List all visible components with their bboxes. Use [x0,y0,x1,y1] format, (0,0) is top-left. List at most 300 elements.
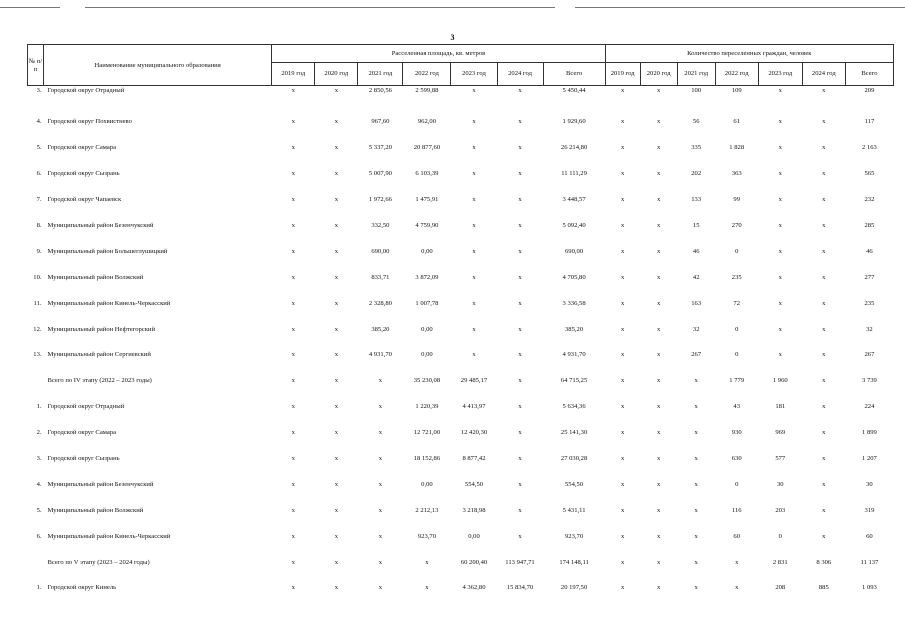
people-cell: x [694,584,698,592]
area-cell: 4 931,70 [368,351,392,359]
area-cell: 4 705,80 [562,273,586,281]
people-cell: 235 [864,299,875,307]
people-cell: x [778,273,782,281]
people-cell: 46 [692,247,700,255]
area-cell: x [334,558,338,566]
header-people: Количество переселенных граждан, человек [605,45,893,63]
people-cell: 56 [692,118,700,126]
people-cell: 11 137 [860,558,879,566]
area-cell: x [291,532,295,540]
table-row [28,109,894,135]
area-year-header: 2021 год [358,63,403,86]
municipality-name: Муниципальный район Безенчукский [47,222,154,229]
people-cell: x [822,429,826,437]
people-cell: x [657,87,661,94]
people-cell: x [822,118,826,126]
people-cell: x [822,144,826,152]
people-cell: x [657,196,661,204]
people-cell: 1 828 [729,144,745,152]
table-row [28,394,894,420]
row-number [28,368,44,394]
area-cell: 690,00 [371,247,390,255]
people-cell: x [657,118,661,126]
area-cell: x [518,222,522,229]
area-cell: x [334,118,338,126]
table-row [28,368,894,394]
area-cell: x [291,480,295,488]
people-cell: x [778,144,782,152]
people-cell: x [822,351,826,359]
municipality-name: Городской округ Самара [47,429,117,437]
municipality-name: Городской округ Сызрань [47,455,120,463]
people-cell: 116 [731,506,742,514]
row-number: 3. [36,87,42,94]
area-cell: 967,60 [371,118,390,126]
area-cell: 3 872,09 [415,273,439,281]
area-cell: 20 197,50 [560,584,588,592]
people-cell: x [822,222,826,229]
area-cell: 3 448,57 [562,196,586,204]
people-cell: 99 [733,196,741,204]
area-cell: 0,00 [421,351,433,359]
area-cell: x [291,196,295,204]
area-cell: x [378,532,383,540]
people-cell: 267 [864,351,875,359]
area-cell: 8 877,42 [462,455,486,463]
area-cell: x [518,144,522,152]
area-cell: 1 220,39 [415,403,439,411]
people-cell: 224 [864,403,875,411]
people-cell: 61 [733,118,741,126]
area-cell: x [334,273,338,281]
area-cell: 690,00 [565,247,584,255]
people-cell: 285 [864,222,875,229]
people-year-header: 2024 год [802,63,845,86]
people-cell: x [620,196,625,204]
row-number: 4. [36,480,42,488]
row-number: 12. [33,325,42,333]
row-number: 11. [33,299,42,307]
people-cell: x [620,403,625,411]
people-cell: x [620,351,625,359]
area-cell: 12 721,00 [413,429,441,437]
area-cell: x [472,222,476,229]
row-number: 10. [33,273,42,281]
area-cell: 554,50 [464,480,484,488]
area-cell: x [334,506,338,514]
row-number: 5. [36,144,42,152]
area-cell: x [291,222,295,229]
people-cell: 32 [692,325,700,333]
people-cell: x [657,480,661,488]
area-cell: 174 148,11 [559,558,589,566]
area-cell: x [518,429,522,437]
people-cell: 0 [735,351,739,359]
table-row [28,264,894,290]
people-cell: 163 [691,299,702,307]
area-cell: x [334,247,338,255]
area-cell: 0,00 [421,480,433,488]
municipality-name: Муниципальный район Кинель-Черкасский [47,299,171,307]
people-cell: 60 [733,532,741,540]
table-row [28,549,894,575]
people-cell: x [620,247,625,255]
area-cell: x [291,144,295,152]
people-cell: 46 [866,247,873,255]
row-number: 5. [36,506,42,514]
municipality-name: Муниципальный район Большеглушицкий [47,247,168,255]
area-cell: x [472,325,476,333]
people-cell: x [735,584,739,592]
municipality-name: Всего по V этапу (2023 – 2024 годы) [47,558,150,566]
area-cell: x [334,377,338,385]
area-cell: 4 413,97 [462,403,486,411]
area-cell: 5 092,40 [562,222,586,229]
area-cell: x [291,455,295,463]
area-cell: x [291,429,295,437]
area-cell: 35 230,08 [413,377,441,385]
area-cell: 5 634,36 [562,403,586,411]
area-cell: x [334,170,338,178]
table-row [28,420,894,446]
table-row [28,471,894,497]
area-year-header: 2020 год [315,63,358,86]
area-cell: 60 200,40 [460,558,488,566]
header-num: № п/п [28,45,44,86]
people-cell: 565 [864,170,875,178]
area-cell: 25 141,30 [560,429,588,437]
people-cell: 2 163 [862,144,877,152]
people-cell: 0 [778,532,782,540]
area-cell: 64 715,25 [560,377,588,385]
people-cell: x [822,299,826,307]
people-cell: x [778,118,782,126]
area-cell: 4 759,90 [415,222,439,229]
scan-top-line-left [0,7,60,8]
people-cell: 319 [864,506,875,514]
scan-top-line-mid [85,7,555,8]
area-cell: x [378,377,383,385]
row-number: 9. [36,247,42,255]
people-cell: 1 093 [862,584,877,592]
people-cell: x [822,247,826,255]
people-cell: x [620,87,625,94]
table-row [28,238,894,264]
people-year-header: 2019 год [605,63,640,86]
people-cell: 202 [691,170,702,178]
people-cell: x [778,247,782,255]
people-cell: x [735,558,739,566]
people-cell: 203 [775,506,786,514]
area-cell: x [291,299,295,307]
people-cell: x [822,403,826,411]
people-cell: 2 831 [772,558,788,566]
area-cell: x [334,222,338,229]
people-cell: x [657,558,661,566]
area-cell: 923,70 [565,532,584,540]
people-cell: x [657,144,661,152]
municipality-name: Городской округ Кинель [47,584,117,592]
people-cell: x [657,377,661,385]
row-number: 7. [36,196,42,204]
area-cell: x [334,87,338,94]
people-cell: x [778,351,782,359]
area-cell: x [472,118,476,126]
people-cell: 8 306 [816,558,832,566]
area-cell: x [334,584,338,592]
people-cell: 0 [735,247,739,255]
people-cell: x [657,222,661,229]
people-cell: 1 899 [862,429,877,437]
area-cell: 962,00 [417,118,436,126]
people-cell: x [620,480,625,488]
area-cell: x [518,506,522,514]
people-cell: x [822,273,826,281]
area-cell: x [425,584,429,592]
people-cell: x [694,377,698,385]
people-cell: x [620,273,625,281]
people-cell: x [822,87,826,94]
people-year-header: 2023 год [758,63,802,86]
area-cell: x [472,247,476,255]
area-cell: x [291,403,295,411]
area-cell: x [518,377,522,385]
people-cell: 235 [731,273,742,281]
area-cell: x [518,196,522,204]
area-cell: x [518,118,522,126]
people-year-header: 2021 год [677,63,715,86]
area-cell: 27 030,28 [560,455,588,463]
people-cell: x [620,144,625,152]
people-cell: 181 [775,403,786,411]
area-cell: 1 007,78 [415,299,439,307]
area-cell: x [291,558,295,566]
people-cell: x [694,403,698,411]
people-cell: x [657,170,661,178]
people-cell: 32 [866,325,873,333]
resettlement-table [27,44,894,601]
row-number [28,549,44,575]
people-cell: 30 [776,480,784,488]
area-cell: x [518,87,522,94]
area-cell: x [518,273,522,281]
area-cell: x [472,196,476,204]
table-row [28,523,894,549]
area-cell: 923,70 [417,532,436,540]
area-cell: x [334,455,338,463]
people-cell: 72 [733,299,741,307]
people-cell: 885 [818,584,829,592]
area-year-header: 2022 год [403,63,451,86]
people-cell: 209 [864,87,875,94]
area-year-header: 2024 год [497,63,543,86]
people-year-header: 2020 год [640,63,677,86]
area-cell: 385,20 [565,325,584,333]
area-cell: x [378,455,383,463]
people-cell: 133 [691,196,702,204]
area-year-header: Всего [543,63,605,86]
area-cell: x [518,351,522,359]
area-cell: 554,50 [565,480,584,488]
people-cell: 930 [731,429,742,437]
area-cell: x [378,506,383,514]
row-number: 13. [33,351,42,359]
area-cell: 1 929,60 [562,118,586,126]
page-number: 3 [450,33,455,42]
people-cell: x [822,455,826,463]
people-cell: 0 [735,325,739,333]
people-cell: x [822,480,826,488]
people-cell: 15 [692,222,700,229]
municipality-name: Муниципальный район Безенчукский [47,480,154,488]
area-cell: x [472,351,476,359]
people-cell: x [778,196,782,204]
area-cell: 2 328,80 [368,299,392,307]
area-cell: 113 947,71 [505,558,535,566]
area-cell: x [291,87,295,94]
people-cell: x [620,325,625,333]
area-cell: 6 103,39 [415,170,439,178]
people-cell: 117 [864,118,875,126]
people-cell: x [620,455,625,463]
area-cell: 0,00 [421,325,433,333]
header-area: Расселенная площадь, кв. метров [272,45,605,63]
people-cell: x [822,325,826,333]
area-cell: x [518,403,522,411]
area-cell: x [291,273,295,281]
area-cell: 1 972,66 [368,196,392,204]
people-cell: x [620,377,625,385]
area-cell: x [291,325,295,333]
people-cell: x [694,558,698,566]
people-cell: x [822,532,826,540]
area-cell: 2 850,56 [368,87,392,94]
area-cell: 332,50 [371,222,390,229]
area-cell: 5 450,44 [562,87,586,94]
people-cell: x [657,351,661,359]
people-cell: x [694,429,698,437]
area-cell: x [291,351,295,359]
people-cell: 270 [731,222,742,229]
people-cell: x [657,325,661,333]
people-cell: x [778,299,782,307]
area-cell: 0,00 [468,532,480,540]
area-cell: x [472,170,476,178]
row-number: 6. [36,170,42,178]
area-cell: x [518,170,522,178]
people-cell: 630 [731,455,742,463]
people-cell: 109 [731,87,742,94]
municipality-name: Городской округ Сызрань [47,170,120,178]
people-cell: x [657,455,661,463]
municipality-name: Муниципальный район Сергиевский [47,351,151,359]
people-cell: x [778,170,782,178]
municipality-name: Муниципальный район Нефтегорский [47,325,155,333]
area-cell: x [472,299,476,307]
people-cell: 1 207 [862,455,877,463]
area-cell: x [378,584,383,592]
area-cell: x [291,118,295,126]
people-cell: x [657,584,661,592]
people-cell: x [620,170,625,178]
area-cell: x [518,480,522,488]
municipality-name: Городской округ Чапаевск [47,196,122,204]
people-cell: 1 779 [729,377,745,385]
area-cell: 26 214,80 [560,144,588,152]
area-cell: 15 834,70 [506,584,534,592]
people-cell: 232 [864,196,875,204]
area-cell: x [334,532,338,540]
people-cell: x [657,247,661,255]
area-cell: x [378,403,383,411]
people-cell: x [620,558,625,566]
area-cell: 11 111,29 [561,170,587,178]
row-number: 4. [36,118,42,126]
people-cell: 42 [692,273,700,281]
area-cell: 5 007,90 [368,170,392,178]
area-cell: x [334,429,338,437]
table-row [28,575,894,601]
area-cell: x [472,273,476,281]
people-cell: x [620,506,625,514]
area-cell: x [518,247,522,255]
area-cell: 2 212,13 [415,506,439,514]
people-cell: x [822,196,826,204]
people-cell: x [620,429,625,437]
area-cell: x [378,429,383,437]
row-number: 2. [36,429,42,437]
area-cell: x [472,87,476,94]
area-cell: 5 337,20 [368,144,392,152]
table-row [28,86,894,110]
people-cell: 30 [866,480,873,488]
people-cell: 277 [864,273,875,281]
table-row [28,316,894,342]
people-cell: 267 [691,351,702,359]
municipality-name: Муниципальный район Волжский [47,506,144,514]
people-cell: x [657,299,661,307]
area-cell: 29 485,17 [460,377,488,385]
area-cell: x [425,558,429,566]
area-cell: x [472,144,476,152]
area-cell: x [334,480,338,488]
municipality-name: Городской округ Отрадный [47,87,125,94]
people-cell: x [822,377,826,385]
area-cell: 3 336,58 [562,299,586,307]
area-cell: x [518,532,522,540]
people-cell: 577 [775,455,786,463]
people-cell: x [620,584,625,592]
table-row [28,290,894,316]
people-cell: x [620,532,625,540]
header-name: Наименование муниципального образования [44,45,272,86]
people-cell: x [778,87,782,94]
area-cell: x [291,584,295,592]
people-cell: x [694,480,698,488]
area-cell: x [518,325,522,333]
people-cell: x [822,506,826,514]
people-cell: 0 [735,480,739,488]
people-year-header: 2022 год [715,63,758,86]
area-cell: 833,71 [371,273,390,281]
area-cell: 0,00 [421,247,433,255]
table-row [28,135,894,161]
area-cell: x [334,299,338,307]
table-row [28,213,894,239]
area-cell: 385,20 [371,325,390,333]
people-cell: 3 739 [862,377,877,385]
municipality-name: Городской округ Похвистнево [47,118,132,126]
